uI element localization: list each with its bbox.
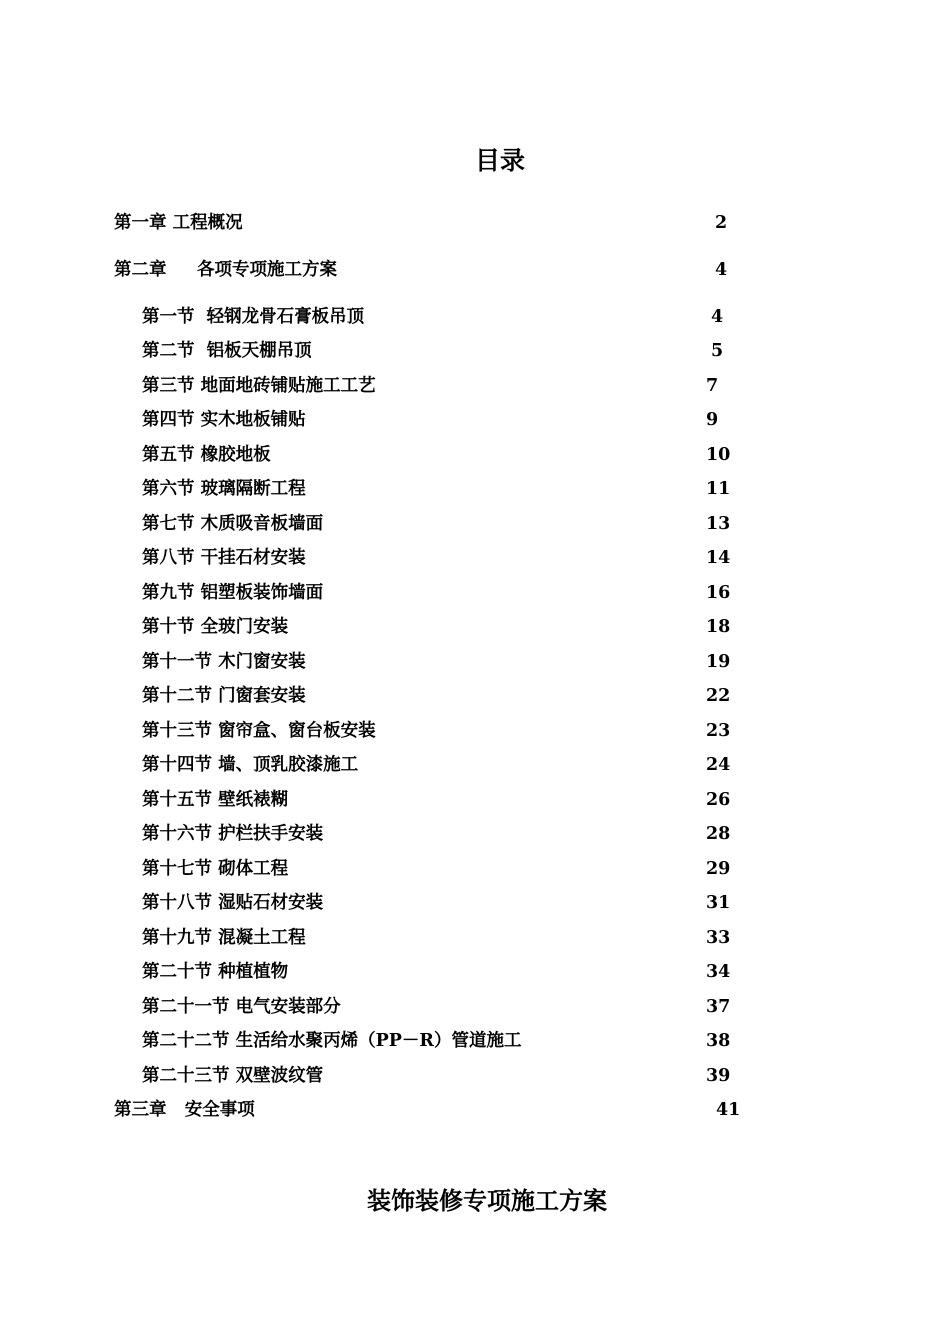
- toc-entry-label: 第八节 干挂石材安装: [142, 548, 306, 568]
- toc-entry-section-12: [142, 683, 731, 709]
- toc-entry-page: 16: [706, 583, 731, 603]
- toc-entry-section-10: [142, 614, 731, 640]
- toc-entry-page: 2: [715, 213, 728, 233]
- toc-entry-label: 第一节 轻钢龙骨石膏板吊顶: [142, 307, 365, 327]
- toc-entry-chapter-3: [114, 1097, 741, 1123]
- toc-entry-label: 第九节 铝塑板装饰墙面: [142, 583, 324, 603]
- toc-entry-page: 18: [706, 617, 731, 637]
- toc-entry-page: 31: [706, 893, 731, 913]
- toc-entry-label: 第五节 橡胶地板: [142, 445, 271, 465]
- toc-entry-page: 33: [706, 928, 731, 948]
- toc-entry-label: 第二十三节 双壁波纹管: [142, 1066, 324, 1086]
- toc-entry-section-16: [142, 821, 731, 847]
- toc-entry-section-7: [142, 511, 731, 537]
- toc-entry-page: 26: [706, 790, 731, 810]
- toc-entry-page: 28: [706, 824, 731, 844]
- toc-entry-section-6: [142, 476, 731, 502]
- toc-entry-label: 第十七节 砌体工程: [142, 859, 289, 879]
- toc-entry-section-11: [142, 649, 731, 675]
- toc-entry-section-19: [142, 925, 731, 951]
- toc-entry-section-20: [142, 959, 731, 985]
- toc-entry-label: 第三章 安全事项: [114, 1100, 255, 1120]
- toc-title: 目录: [474, 146, 525, 175]
- toc-entry-section-21: [142, 994, 731, 1020]
- toc-entry-page: 5: [711, 341, 724, 361]
- toc-entry-section-23: [142, 1063, 731, 1089]
- toc-entry-section-2: [142, 338, 724, 364]
- toc-entry-section-22: [142, 1028, 731, 1054]
- toc-entry-section-15: [142, 787, 731, 813]
- toc-entry-page: 11: [706, 479, 731, 499]
- toc-entry-page: 37: [706, 997, 731, 1017]
- toc-entry-label: 第一章 工程概况: [114, 213, 243, 233]
- toc-entry-page: 4: [711, 307, 724, 327]
- toc-entry-label: 第十一节 木门窗安装: [142, 652, 306, 672]
- toc-entry-section-5: [142, 442, 731, 468]
- toc-entry-page: 10: [706, 445, 731, 465]
- toc-entry-section-1: [142, 304, 724, 330]
- toc-entry-label: 第二十二节 生活给水聚丙烯（PP－R）管道施工: [142, 1031, 522, 1051]
- toc-entry-label: 第十三节 窗帘盒、窗台板安装: [142, 721, 376, 741]
- toc-entry-page: 4: [715, 260, 728, 280]
- toc-entry-section-4: [142, 407, 719, 433]
- toc-entry-page: 24: [706, 755, 731, 775]
- toc-entry-label: 第六节 玻璃隔断工程: [142, 479, 306, 499]
- toc-entry-label: 第二十一节 电气安装部分: [142, 997, 341, 1017]
- toc-entry-page: 29: [706, 859, 731, 879]
- toc-entry-label: 第三节 地面地砖铺贴施工工艺: [142, 376, 376, 396]
- toc-entry-label: 第十六节 护栏扶手安装: [142, 824, 324, 844]
- toc-entry-page: 22: [706, 686, 731, 706]
- toc-entry-page: 39: [706, 1066, 731, 1086]
- toc-entry-page: 41: [716, 1100, 741, 1120]
- toc-entry-page: 23: [706, 721, 731, 741]
- toc-entry-page: 14: [706, 548, 731, 568]
- toc-entry-section-3: [142, 373, 719, 399]
- toc-entry-label: 第十二节 门窗套安装: [142, 686, 306, 706]
- toc-entry-label: 第十五节 壁纸裱糊: [142, 790, 289, 810]
- toc-entry-section-13: [142, 718, 731, 744]
- toc-entry-label: 第七节 木质吸音板墙面: [142, 514, 324, 534]
- toc-entry-chapter-2: [114, 257, 728, 283]
- toc-entry-section-18: [142, 890, 731, 916]
- document-title: 装饰装修专项施工方案: [367, 1186, 607, 1215]
- toc-entry-label: 第十节 全玻门安装: [142, 617, 289, 637]
- toc-entry-section-17: [142, 856, 731, 882]
- toc-entry-section-9: [142, 580, 731, 606]
- toc-entry-page: 13: [706, 514, 731, 534]
- toc-entry-label: 第二十节 种植植物: [142, 962, 289, 982]
- toc-entry-label: 第二节 铝板天棚吊顶: [142, 341, 312, 361]
- toc-entry-page: 19: [706, 652, 731, 672]
- toc-entry-section-14: [142, 752, 731, 778]
- toc-entry-label: 第十九节 混凝土工程: [142, 928, 306, 948]
- toc-entry-page: 38: [706, 1031, 731, 1051]
- toc-entry-label: 第十八节 湿贴石材安装: [142, 893, 324, 913]
- toc-entry-chapter-1: [114, 210, 728, 236]
- toc-entry-page: 7: [706, 376, 719, 396]
- toc-entry-page: 34: [706, 962, 731, 982]
- toc-entry-label: 第十四节 墙、顶乳胶漆施工: [142, 755, 359, 775]
- toc-entry-label: 第二章 各项专项施工方案: [114, 260, 337, 280]
- toc-entry-section-8: [142, 545, 731, 571]
- toc-entry-label: 第四节 实木地板铺贴: [142, 410, 306, 430]
- toc-entry-page: 9: [706, 410, 719, 430]
